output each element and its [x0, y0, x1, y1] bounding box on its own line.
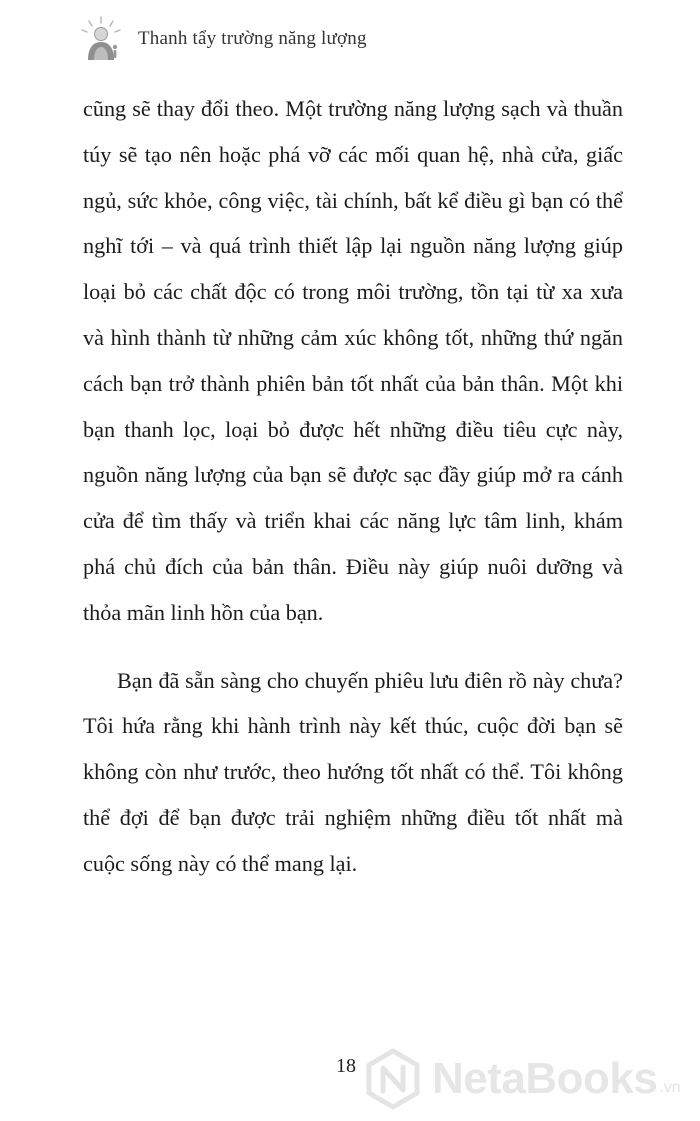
watermark: [362, 1047, 681, 1111]
watermark-suffix: .vn: [659, 1079, 681, 1096]
netabooks-hexagon-icon: [362, 1048, 424, 1110]
page-body: [83, 86, 623, 887]
watermark-text: NetaBooks: [432, 1054, 658, 1103]
running-header: [76, 14, 367, 64]
page-number: 18: [336, 1055, 356, 1077]
running-header-title: Thanh tẩy trường năng lượng: [138, 28, 367, 49]
paragraph-2: Bạn đã sẵn sàng cho chuyến phiêu lưu điên rồ này chưa? Tôi hứa rằng khi hành trình này kết thúc, cuộc đời bạn sẽ không còn như trước, theo hướng tốt nhất có thể. Tôi không thể đợi để bạn được trải nghiệm những điều tốt nhất mà cuộc sống này có thể mang lại.: [83, 667, 623, 876]
lightbulb-figure-icon: [76, 14, 126, 64]
paragraph-1: cũng sẽ thay đổi theo. Một trường năng lượng sạch và thuần túy sẽ tạo nên hoặc phá vỡ các mối quan hệ, nhà cửa, giấc ngủ, sức khỏe, công việc, tài chính, bất kể điều gì bạn có thể nghĩ tới – và quá trình thiết lập lại nguồn năng lượng giúp loại bỏ các chất độc có trong môi trường, tồn tại từ xa xưa và hình thành từ những cảm xúc không tốt, những thứ ngăn cách bạn trở thành phiên bản tốt nhất của bản thân. Một khi bạn thanh lọc, loại bỏ được hết những điều tiêu cực này, nguồn năng lượng của bạn sẽ được sạc đầy giúp mở ra cánh cửa để tìm thấy và triển khai các năng lực tâm linh, khám phá chủ đích của bản thân. Điều này giúp nuôi dưỡng và thỏa mãn linh hồn của bạn.: [83, 96, 623, 625]
